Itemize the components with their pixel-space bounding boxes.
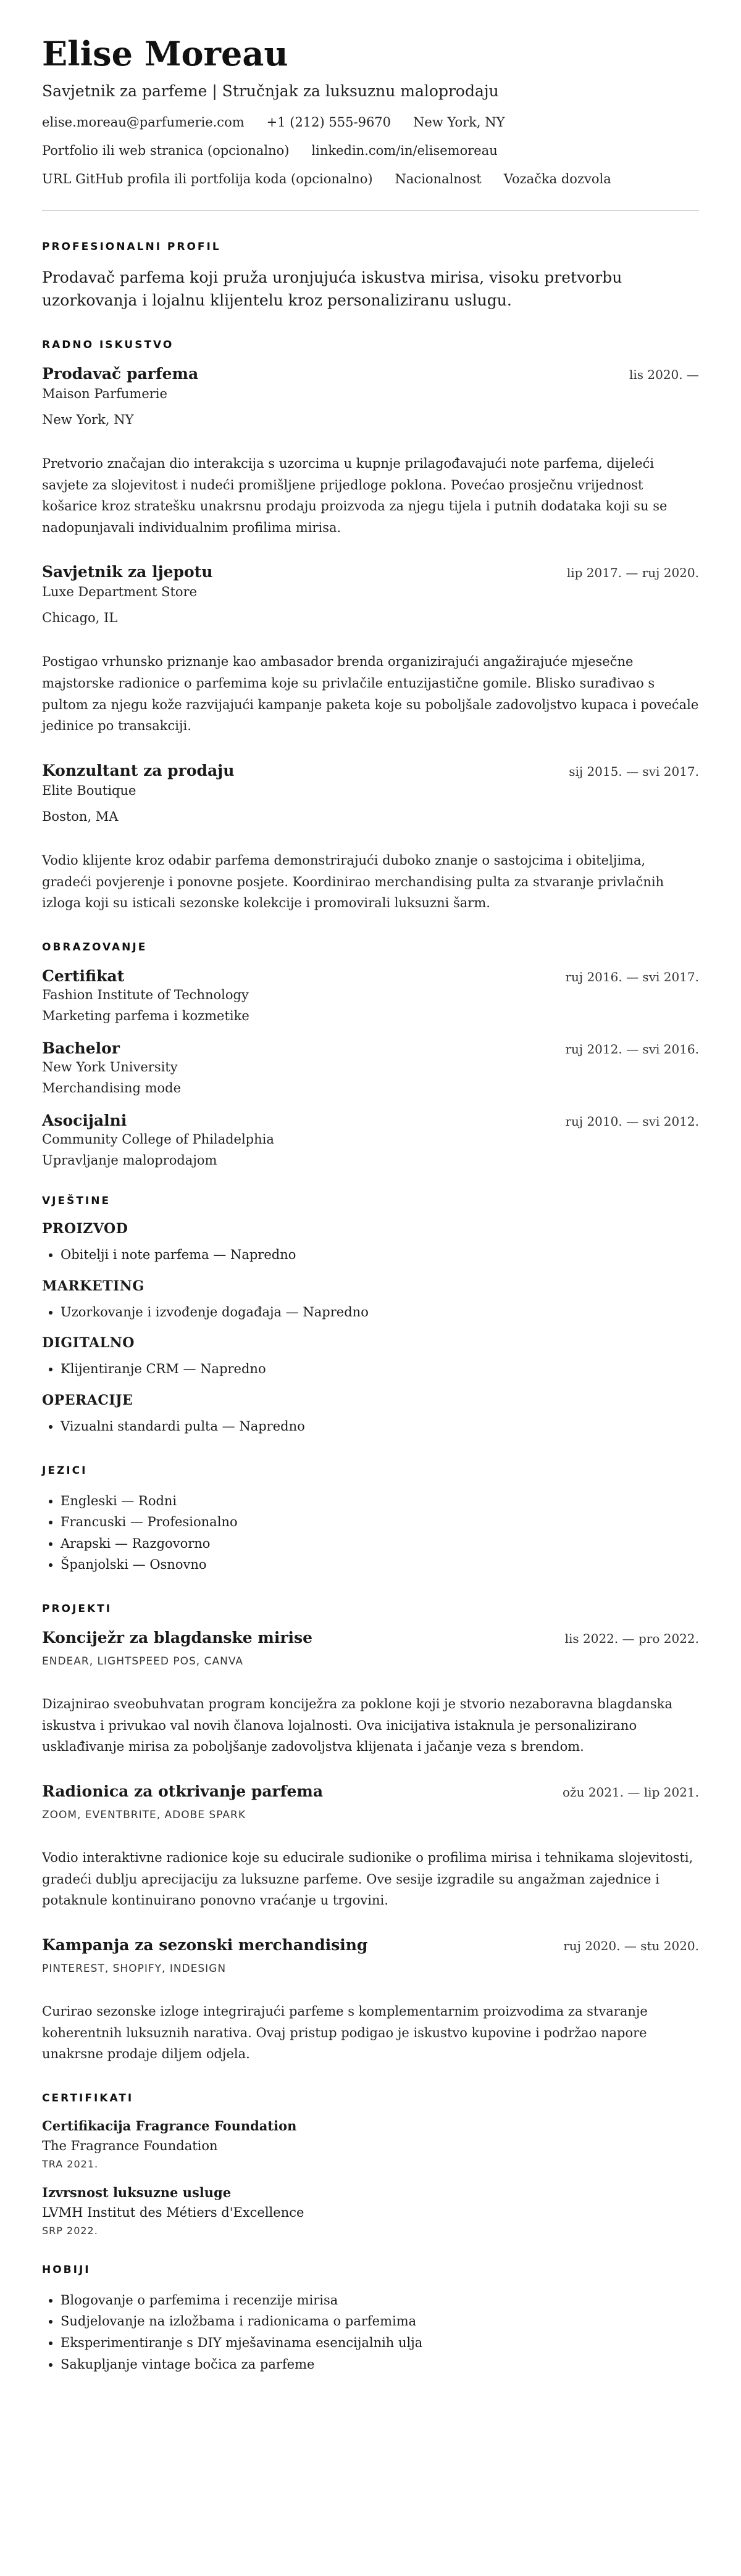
project-date: ožu 2021. — lip 2021. — [563, 1784, 699, 1800]
education-date: ruj 2010. — svi 2012. — [565, 1113, 699, 1129]
job-company: Luxe Department Store — [42, 584, 198, 600]
job-location: New York, NY — [42, 412, 134, 427]
education-entry — [42, 1039, 699, 1095]
projects-heading: PROJEKTI — [42, 1603, 112, 1616]
projects-section — [42, 1603, 699, 2065]
contact-license: Vozačka dozvola — [503, 172, 611, 187]
hobby-item: • Sakupljanje vintage bočica za parfeme — [61, 2354, 699, 2375]
certificates-heading: CERTIFIKATI — [42, 2092, 134, 2104]
certificate-date: SRP 2022. — [42, 2224, 98, 2237]
certificate-entry — [42, 2185, 699, 2237]
skill-category: OPERACIJE — [42, 1392, 133, 1408]
skill-group — [42, 1221, 699, 1266]
header-divider — [42, 210, 699, 211]
job-title: Konzultant za prodaju — [42, 762, 235, 780]
job-description: Pretvorio značajan dio interakcija s uzorcima u kupnje prilagođavajući note parfema, dijeleći savjete za slojevitost i nudeći promišljene prijedloge poklona. Povećao prosječnu vrijednost košarice kroz stratešku unakrsnu prodaju proizvoda za njegu tijela i putnih dodataka koji su se nadopunjavali individualnim profilima mirisa. — [42, 455, 668, 535]
experience-section — [42, 339, 699, 914]
project-tech: ENDEAR, LIGHTSPEED POS, CANVA — [42, 1655, 244, 1668]
experience-heading: RADNO ISKUSTVO — [42, 338, 174, 351]
project-name: Radionica za otkrivanje parfema — [42, 1782, 324, 1800]
project-tech: ZOOM, EVENTBRITE, ADOBE SPARK — [42, 1808, 246, 1821]
study-field: Upravljanje maloprodajom — [42, 1152, 217, 1168]
skill-category: DIGITALNO — [42, 1335, 135, 1352]
hobbies-section — [42, 2264, 699, 2375]
education-heading: OBRAZOVANJE — [42, 941, 148, 954]
project-entry — [42, 1936, 699, 2065]
education-date: ruj 2016. — svi 2017. — [565, 969, 699, 984]
candidate-subtitle: Savjetnik za parfeme | Stručnjak za luksuznu maloprodaju — [42, 82, 499, 101]
skills-section — [42, 1195, 699, 1437]
hobbies-heading: HOBIJI — [42, 2263, 91, 2276]
job-company: Elite Boutique — [42, 783, 136, 799]
project-entry — [42, 1629, 699, 1758]
contact-row-links — [42, 143, 699, 158]
skill-category: PROIZVOD — [42, 1220, 128, 1237]
project-description: Curirao sezonske izloge integrirajući parfeme s komplementarnim proizvodima za stvaranje koherentnih luksuznih narativa. Ovaj pristup podigao je iskustvo kupovine i podržao napore unakrsne prodaje diljem odjela. — [42, 2003, 648, 2062]
language-item: • Španjolski — Osnovno — [61, 1554, 699, 1576]
language-item: • Francuski — Profesionalno — [61, 1511, 699, 1533]
job-date: lis 2020. — — [629, 367, 699, 382]
candidate-name: Elise Moreau — [42, 34, 288, 73]
project-date: lis 2022. — pro 2022. — [564, 1631, 699, 1647]
job-description: Postigao vrhunsko priznanje kao ambasador brenda organizirajući angažirajuće mjesečne majstorske radionice o parfemima koje su privlačile entuzijastične gomile. Blisko surađivao s pultom za njegu kože razvijajući kampanje paketa koje su poboljšale zadovoljstvo kupaca i povećale jedinice po transakciji. — [42, 654, 699, 734]
certificate-name: Certifikacija Fragrance Foundation — [42, 2117, 297, 2134]
project-description: Vodio interaktivne radionice koje su educirale sudionike o profilima mirisa i tehnikama slojevitosti, gradeći dublju aprecijaciju za luksuzne parfeme. Ove sesije izgradile su angažman zajednice i potaknule kontinuirano ponovno vraćanje u trgovini. — [42, 1850, 693, 1908]
job-date: sij 2015. — svi 2017. — [569, 764, 699, 779]
job-location: Boston, MA — [42, 809, 119, 825]
languages-section — [42, 1465, 699, 1576]
project-date: ruj 2020. — stu 2020. — [563, 1938, 699, 1953]
school-name: New York University — [42, 1059, 178, 1074]
hobby-item: • Blogovanje o parfemima i recenzije mirisa — [61, 2290, 699, 2311]
education-section — [42, 941, 699, 1168]
experience-entry — [42, 563, 699, 737]
skills-heading: VJEŠTINE — [42, 1194, 111, 1207]
skill-group — [42, 1392, 699, 1437]
school-name: Community College of Philadelphia — [42, 1131, 274, 1147]
certificate-entry — [42, 2118, 699, 2170]
skill-item: • Vizualni standardi pulta — Napredno — [61, 1416, 699, 1437]
skill-category: MARKETING — [42, 1278, 144, 1294]
education-entry — [42, 1111, 699, 1168]
skill-item: • Obitelji i note parfema — Napredno — [61, 1244, 699, 1266]
certificate-issuer: The Fragrance Foundation — [42, 2138, 218, 2153]
certificates-section — [42, 2092, 699, 2237]
language-item: • Arapski — Razgovorno — [61, 1533, 699, 1555]
degree-title: Asocijalni — [42, 1111, 127, 1129]
hobby-item: • Eksperimentiranje s DIY mješavinama esencijalnih ulja — [61, 2332, 699, 2354]
project-name: Konciježr za blagdanske mirise — [42, 1629, 312, 1647]
contact-email[interactable]: elise.moreau@parfumerie.com — [42, 115, 245, 130]
job-title: Savjetnik za ljepotu — [42, 563, 213, 581]
certificate-date: TRA 2021. — [42, 2158, 99, 2170]
profile-section — [42, 241, 699, 312]
job-company: Maison Parfumerie — [42, 386, 167, 401]
job-date: lip 2017. — ruj 2020. — [566, 565, 699, 581]
skill-item: • Uzorkovanje i izvođenje događaja — Napredno — [61, 1302, 699, 1323]
project-entry — [42, 1782, 699, 1911]
project-name: Kampanja za sezonski merchandising — [42, 1935, 368, 1954]
job-location: Chicago, IL — [42, 610, 118, 626]
degree-title: Bachelor — [42, 1039, 120, 1057]
degree-title: Certifikat — [42, 966, 125, 985]
skill-item: • Klijentiranje CRM — Napredno — [61, 1358, 699, 1380]
job-description: Vodio klijente kroz odabir parfema demonstrirajući duboko znanje o sastojcima i obiteljima, gradeći povjerenje i ponovne posjete. Koordinirao merchandising pulta za stvaranje privlačnih izloga koji su isticali sezonske kolekcije i promovirali luksuzni šarm. — [42, 853, 664, 911]
project-description: Dizajnirao sveobuhvatan program konciježra za poklone koji je stvorio nezaboravna blagdanska iskustva i privukao val novih članova lojalnosti. Ova inicijativa istaknula je personalizirano usklađivanje mirisa za poboljšanje zadovoljstva klijenata i jačanje veza s brendom. — [42, 1697, 672, 1755]
skill-group — [42, 1278, 699, 1323]
certificate-issuer: LVMH Institut des Métiers d'Excellence — [42, 2204, 304, 2220]
contact-row-primary — [42, 115, 699, 130]
profile-summary: Prodavač parfema koji pruža uronjujuća iskustva mirisa, visoku pretvorbu uzorkovanja i lojalnu klijentelu kroz personaliziranu uslugu. — [42, 268, 622, 309]
contact-location: New York, NY — [413, 115, 505, 130]
contact-portfolio[interactable]: Portfolio ili web stranica (opcionalno) — [42, 143, 290, 159]
languages-heading: JEZICI — [42, 1464, 88, 1477]
school-name: Fashion Institute of Technology — [42, 987, 249, 1002]
contact-linkedin[interactable]: linkedin.com/in/elisemoreau — [311, 143, 498, 159]
study-field: Marketing parfema i kozmetike — [42, 1008, 249, 1023]
hobby-item: • Sudjelovanje na izložbama i radionicama o parfemima — [61, 2311, 699, 2332]
contact-github[interactable]: URL GitHub profila ili portfolija koda (opcionalno) — [42, 172, 373, 187]
education-date: ruj 2012. — svi 2016. — [565, 1041, 699, 1057]
skill-group — [42, 1335, 699, 1380]
job-title: Prodavač parfema — [42, 364, 199, 383]
language-item: • Engleski — Rodni — [61, 1490, 699, 1512]
education-entry — [42, 967, 699, 1023]
contact-nationality: Nacionalnost — [395, 172, 482, 187]
experience-entry — [42, 762, 699, 914]
profile-heading: PROFESIONALNI PROFIL — [42, 241, 221, 254]
project-tech: PINTEREST, SHOPIFY, INDESIGN — [42, 1962, 227, 1975]
study-field: Merchandising mode — [42, 1080, 182, 1095]
contact-row-extra — [42, 172, 699, 186]
certificate-name: Izvrsnost luksuzne usluge — [42, 2184, 232, 2200]
experience-entry — [42, 365, 699, 539]
contact-phone[interactable]: +1 (212) 555-9670 — [266, 115, 391, 130]
